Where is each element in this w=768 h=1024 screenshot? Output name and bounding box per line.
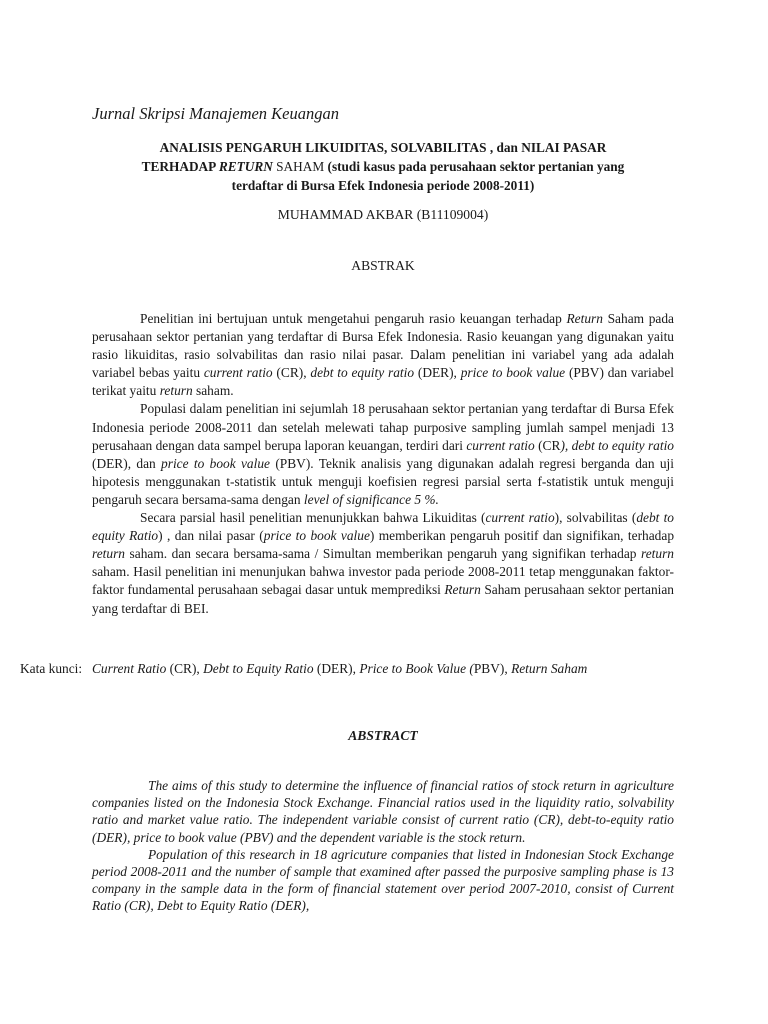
abstrak-paragraph [92,310,674,400]
italic-text-run: Return [444,582,481,598]
italic-text-run: Current Ratio [92,661,167,676]
text-run: Saham perusahaan sektor pertanian yang terdaftar di BEI. [92,582,674,616]
text-run: (CR [534,437,561,453]
italic-text-run: Price to Book Value ( [359,661,474,676]
text-run: The aims of this study to determine the influence of financial ratios of stock return in agriculture companies listed on the Indonesia Stock Exchange. Financial ratios used in the liquidity ratio, solvability ratio and market value ratio. The independent variable consist of current ratio (CR), debt-to-equity ratio (DER), price to book value (PBV) and the dependent variable is the stock return. [92,778,674,845]
abstrak-heading: ABSTRAK [351,258,415,273]
text-run: Population of this research in 18 agricuture companies that listed in Indonesian Stock Exchange period 2008-2011 and the number of sample that examined after passed the purposive sampling phase is 13 company in the sample data in the form of financial statement over period 2007-2010, consist of Current Ratio (CR), Debt to Equity Ratio (DER), [92,846,674,914]
italic-text-run: price to book value [263,528,370,544]
author-name: MUHAMMAD AKBAR (B11109004) [277,207,489,222]
keywords-list [92,660,652,678]
italic-text-run: Debt to Equity Ratio [203,661,314,676]
text-run: saham. [192,383,234,399]
text-run: Saham pada perusahaan sektor pertanian yang terdaftar di Bursa Efek Indonesia. Rasio keuangan yang digunakan yaitu rasio likuiditas, rasio solvabilitas dan rasio nilai pasar. Dalam penelitian ini variabel yang ada adalah variabel bebas yaitu [92,311,674,381]
italic-text-run: debt to equity Ratio [92,510,674,544]
italic-text-run: return [92,546,125,562]
keywords-label: Kata kunci: [20,661,83,676]
paper-title [92,138,674,195]
italic-text-run: price to book value [460,365,566,381]
abstract-paragraph [92,777,674,846]
text-run: (DER), dan [92,455,162,471]
italic-text-run: ), debt to equity ratio [560,437,675,453]
italic-text-run: Return [566,311,603,326]
text-run: Populasi dalam penelitian ini sejumlah 18 perusahaan sektor pertanian yang terdaftar di Bursa Efek Indonesia periode 2008-2011 dan setelah melewati tahap purposive sampling jumlah sampel menjadi 13 perusahaan dengan data sampel berupa laporan keuangan, terdiri dari [92,401,674,453]
text-run: (CR), [166,661,204,676]
text-run: ), solvabilitas ( [554,510,637,526]
italic-text-run: price to book value [161,455,270,471]
text-run: (PBV) dan variabel terikat yaitu [92,365,675,399]
text-run: saham. dan secara bersama-sama / Simultan memberikan pengaruh yang signifikan terhadap [124,546,642,562]
italic-text-run: return [159,383,193,399]
title-line-1: ANALISIS PENGARUH LIKUIDITAS, SOLVABILITAS , dan NILAI PASAR [159,140,607,155]
abstrak-body [92,310,674,618]
italic-text-run: current ratio [466,437,535,453]
italic-text-run: Return Saham [511,661,588,676]
text-run: Secara parsial hasil penelitian menunjukkan bahwa Likuiditas ( [140,510,486,526]
text-run: ) , dan nilai pasar ( [158,528,264,544]
text-run: (DER), [313,661,360,676]
italic-text-run: current ratio [203,365,273,381]
text-run: (PBV). Teknik analisis yang digunakan adalah regresi berganda dan uji hipotesis menggunakan t-statistik untuk menguji koefisien regresi parsial serta f-statistik untuk menguji pengaruh secara bersama-sama dengan [92,455,675,507]
italic-text-run: level of significance 5 %. [303,491,439,507]
abstract-paragraph [92,846,674,915]
text-run: (CR), [272,365,311,381]
text-run: Penelitian ini bertujuan untuk mengetahui pengaruh rasio keuangan terhadap [140,311,567,326]
text-run: (DER), [414,365,461,381]
title-line-2: TERHADAP RETURN SAHAM (studi kasus pada perusahaan sektor pertanian yang [141,159,625,174]
text-run: PBV), [473,661,512,676]
abstrak-paragraph [92,400,674,509]
abstract-heading: ABSTRACT [348,728,418,743]
title-line-3: terdaftar di Bursa Efek Indonesia periode 2008-2011) [231,178,535,193]
italic-text-run: return [641,546,674,562]
abstract-body [92,777,674,915]
text-run: ) memberikan pengaruh positif dan signifikan, terhadap [369,528,675,544]
text-run: saham. Hasil penelitian ini menunjukan bahwa investor pada periode 2008-2011 tetap menggunakan faktor-faktor fundamental perusahaan sebagai dasar untuk memprediksi [92,564,674,598]
italic-text-run: current ratio [485,510,555,526]
italic-text-run: debt to equity ratio [310,365,415,381]
abstrak-paragraph [92,509,674,618]
journal-name: Jurnal Skripsi Manajemen Keuangan [92,104,340,123]
